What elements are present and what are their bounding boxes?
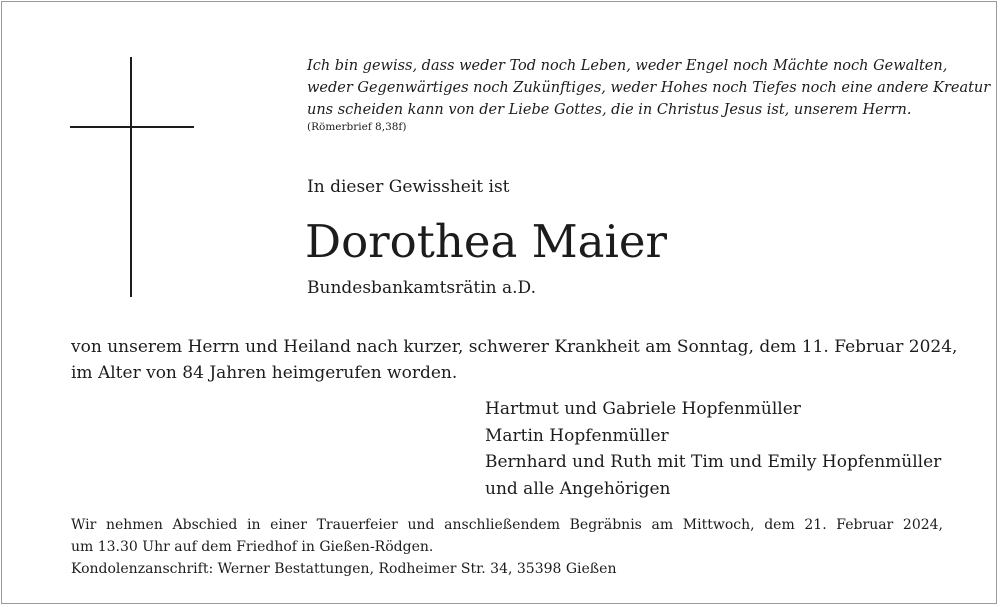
mourner-entry: und alle Angehörigen (485, 478, 671, 499)
verse-line: Ich bin gewiss, dass weder Tod noch Leben, weder Engel noch Mächte noch Gewalten, (307, 58, 948, 74)
cross-icon (130, 57, 132, 297)
footer-line: Wir nehmen Abschied in einer Trauerfeier und anschließendem Begräbnis am Mittwoch, dem 21. Februar 2024, (71, 517, 943, 533)
verse-line: weder Gegenwärtiges noch Zukünftiges, weder Hohes noch Tiefes noch eine andere Kreatur (307, 80, 991, 96)
notice-line: von unserem Herrn und Heiland nach kurzer, schwerer Krankheit am Sonntag, dem 11. Februar 2024, (71, 337, 958, 357)
funeral-details (71, 514, 943, 580)
verse-line: uns scheiden kann von der Liebe Gottes, die in Christus Jesus ist, unserem Herrn. (307, 102, 912, 118)
mourner-entry: Bernhard und Ruth mit Tim und Emily Hopfenmüller (485, 452, 942, 472)
cross-icon-bar (70, 126, 194, 128)
mourner-entry: Martin Hopfenmüller (485, 425, 669, 446)
death-notice-text (71, 334, 958, 386)
mourners-list (485, 396, 941, 502)
deceased-title: Bundesbankamtsrätin a.D. (307, 278, 536, 298)
notice-line: im Alter von 84 Jahren heimgerufen worden. (71, 363, 458, 383)
bible-verse (307, 55, 991, 121)
verse-reference: (Römerbrief 8,38f) (307, 121, 407, 133)
deceased-name: Dorothea Maier (305, 215, 668, 268)
footer-line: um 13.30 Uhr auf dem Friedhof in Gießen-Rödgen. (71, 539, 434, 555)
mourner-entry: Hartmut und Gabriele Hopfenmüller (485, 399, 801, 419)
condolence-address: Kondolenzanschrift: Werner Bestattungen, Rodheimer Str. 34, 35398 Gießen (71, 561, 617, 577)
announcement-intro: In dieser Gewissheit ist (307, 177, 510, 197)
